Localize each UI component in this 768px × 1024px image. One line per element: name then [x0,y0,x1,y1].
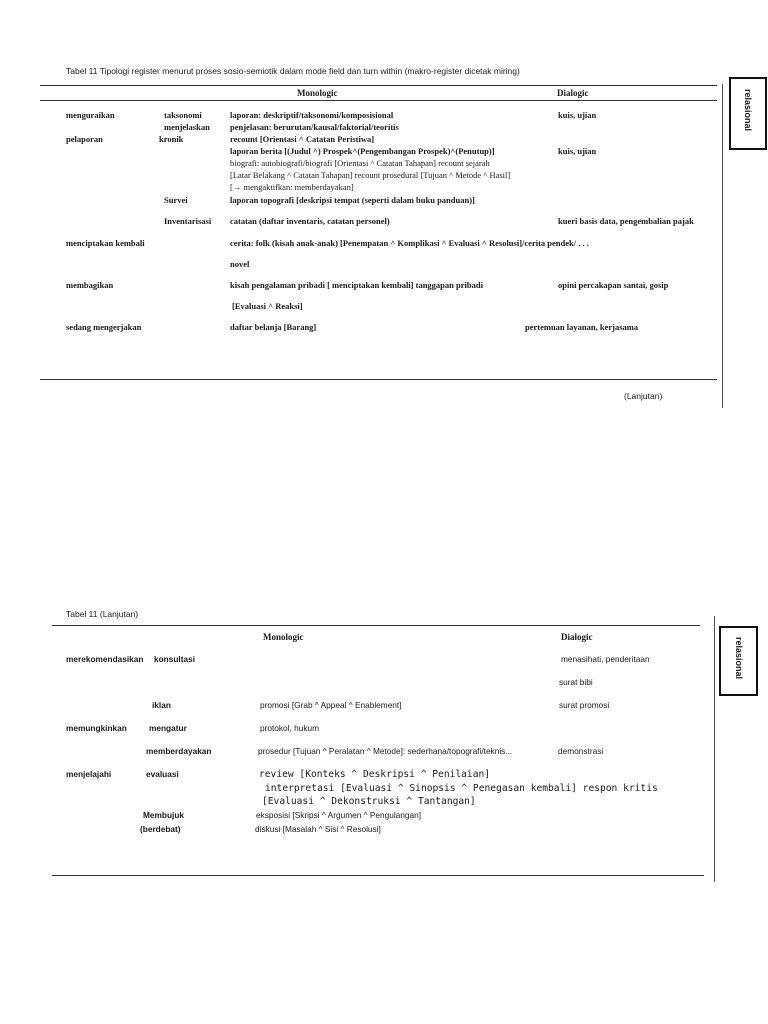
table1-cell: cerita: folk (kisah anak-anak) [Penempatan ^ Komplikasi ^ Evaluasi ^ Resolusi]/cerita pendek/ . . . [230,238,589,248]
table1-cell: catatan (daftar inventaris, catatan personel) [230,216,390,226]
table2-top-rule [52,625,700,626]
table1-cell: kronik [159,134,184,144]
table2-cell: review [Konteks ^ Deskripsi ^ Penilaian] [259,769,491,780]
table1-cell: [Latar Belakang ^ Catatan Tahapan] recount prosedural [Tujuan ^ Metode ^ Hasil] [230,170,511,180]
table1-cell: laporan: deskriptif/taksonomi/komposisional [230,110,394,120]
table2-cell: Membujuk [143,810,185,820]
table2-cell: surat promosi [559,700,610,710]
table1-header-rule [40,100,717,101]
table2-cell: [Evaluasi ^ Dekonstruksi ^ Tantangan] [262,796,476,807]
table1-cell: [→ mengaktifkan: memberdayakan] [230,182,354,192]
table2-cell: iklan [152,700,171,710]
table1-cell: Survei [164,195,188,205]
table2-cell: memungkinkan [66,723,127,733]
table1-bottom-rule [40,379,717,380]
table1-cell: opini percakapan santai, gosip [558,280,669,290]
table1-cell: laporan topografi [deskripsi tempat (seperti dalam buku panduan)] [230,195,475,205]
table1-cell: kuis, ujian [558,110,597,120]
table1-cell: sedang mengerjakan [66,322,142,332]
table2-cell: diskusi [Masalah ^ Sisi ^ Resolusi] [255,824,381,834]
table2-caption: Tabel 11 (Lanjutan) [66,609,139,619]
table1-header-dialogic: Dialogic [557,88,589,98]
table1-cell: [Evaluasi ^ Reaksi] [232,301,303,311]
table2-cell: konsultasi [154,654,196,664]
table2-cell: evaluasi [146,769,179,779]
table2-cell: promosi [Grab ^ Appeal ^ Enablement] [260,700,402,710]
table2-header-dialogic: Dialogic [561,632,593,642]
table2-cell: eksposisi [Skripsi ^ Argumen ^ Pengulangan] [256,810,422,820]
table2-cell: protokol, hukum [260,723,320,733]
table1-cell: kuis, ujian [558,146,597,156]
table1-cell: laporan berita [(Judul ^) Prospek^(Pengembangan Prospek)^(Penutup)] [230,146,495,156]
table2-cell: menjelajahi [66,769,112,779]
table2-bottom-rule [52,875,704,876]
table1-cell: recount [Orientasi ^ Catatan Peristiwa] [230,134,375,144]
table2-side-box [719,626,758,696]
table1-cell: kueri basis data, pengembalian pajak [558,216,694,226]
table1-caption: Tabel 11 Tipologi register menurut proses sosio-semiotik dalam mode field dan turn within (makro-register dicetak miring) [66,66,520,76]
table2-side-label: relasional [734,636,744,680]
table2-cell: menasihati, penderitaan [561,654,650,664]
table2-cell: mengatur [149,723,187,733]
table1-cell: biografi: autobiografi/biografi [Orientasi ^ Catatan Tahapan] recount sejarah [230,158,490,168]
table1-cell: pertemuan layanan, kerjasama [525,322,639,332]
table1-cell: novel [230,259,250,269]
table1-side-box [729,77,767,150]
table1-top-rule [40,85,717,86]
table2-cell: interpretasi [Evaluasi ^ Sinopsis ^ Penegasan kembali] respon kritis [265,783,658,794]
table1-cell: menjelaskan [164,122,210,132]
table1-cell: penjelasan: berurutan/kausal/faktorial/teoritis [230,122,399,132]
table2-cell: prosedur [Tujuan ^ Peralatan ^ Metode]: sederhana/topografi/teknis... [258,746,513,756]
table1-cell: Inventarisasi [164,216,212,226]
table1-header-monologic: Monologic [297,88,338,98]
table1-cell: pelaporan [66,134,103,144]
table2-cell: demonstrasi [558,746,604,756]
table1-cell: taksonomi [164,110,202,120]
table1-cell: menguraikan [66,110,115,120]
table2-header-monologic: Monologic [263,632,304,642]
table1-cell: membagikan [66,280,114,290]
table1-side-label: relasional [743,88,753,132]
table1-cell: menciptakan kembali [66,238,145,248]
table2-cell: (berdebat) [140,824,181,834]
table2-cell: memberdayakan [146,746,212,756]
table1-cell: kisah pengalaman pribadi [ menciptakan kembali] tanggapan pribadi [230,280,483,290]
table1-cell: daftar belanja [Barang] [230,322,317,332]
table1-side-rule [722,84,723,408]
table2-cell: merekomendasikan [66,654,144,664]
table2-cell: surat bibi [559,677,593,687]
table2-side-rule [714,616,715,882]
continued-note: (Lanjutan) [624,391,663,401]
